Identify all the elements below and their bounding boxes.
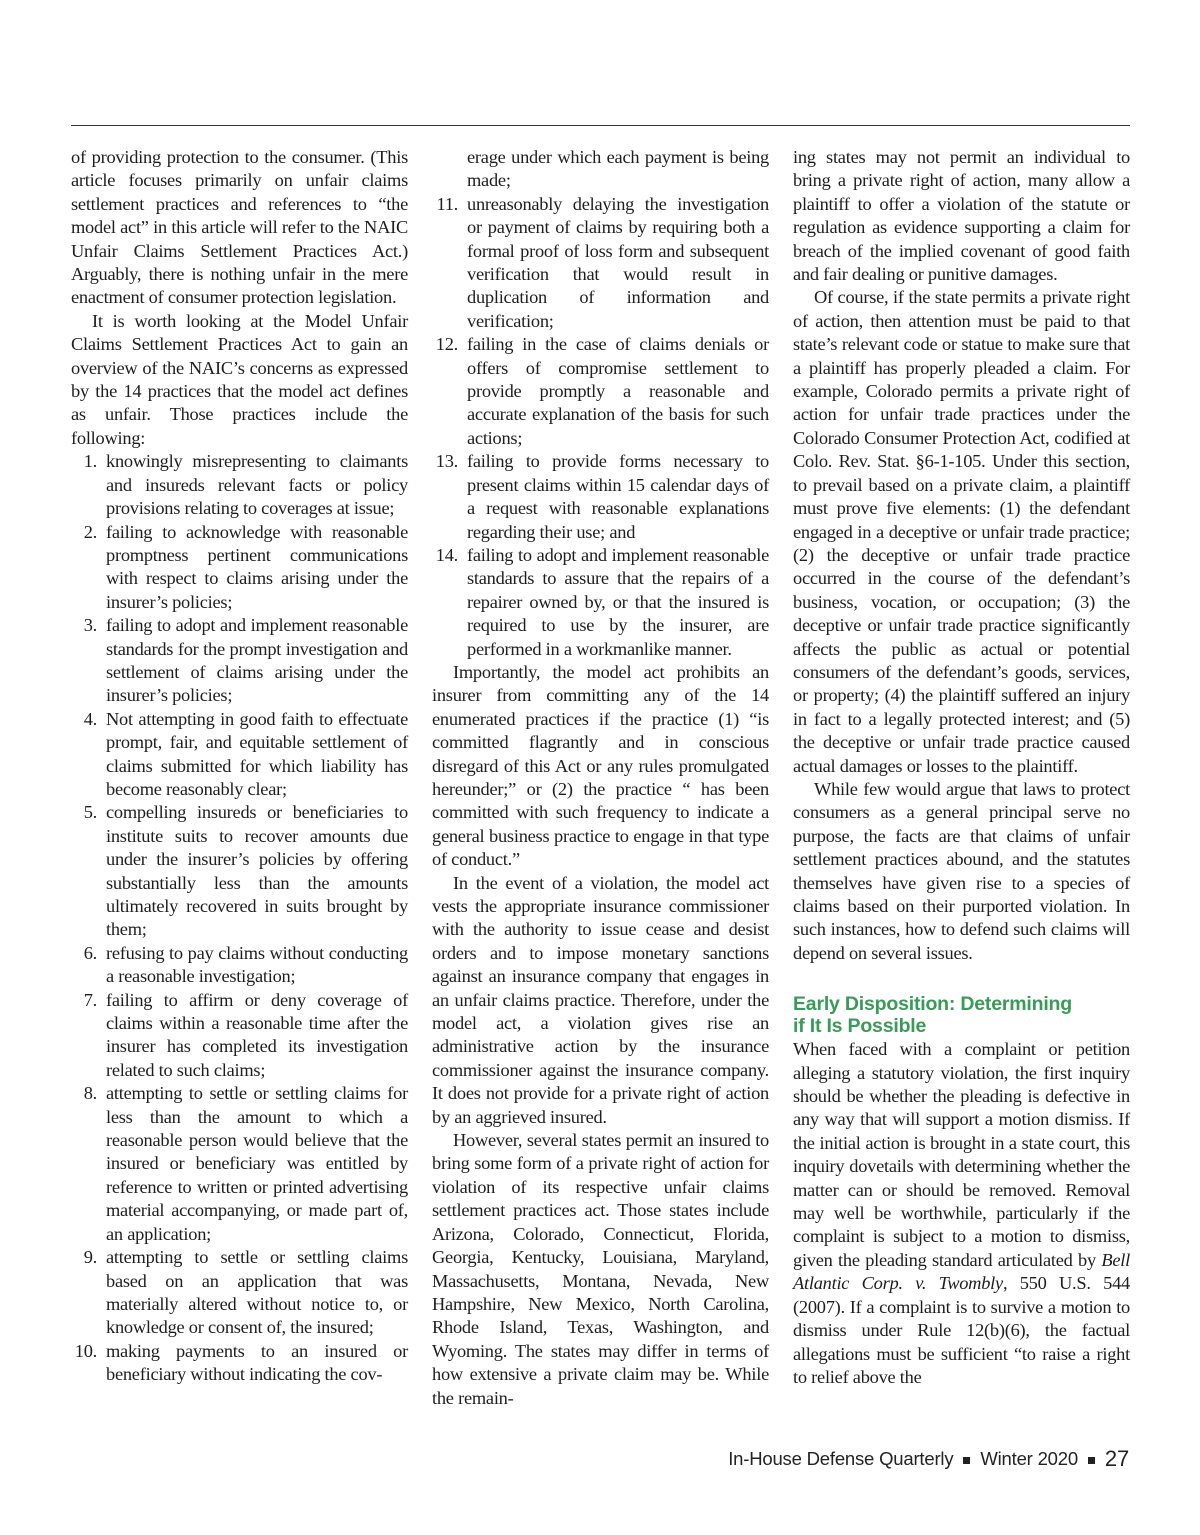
page-footer xyxy=(728,1446,1129,1472)
list-item-text: failing to affirm or deny coverage of claims within a reasonable time after the insurer has completed its investigation related to such claims; xyxy=(106,989,408,1080)
list-item xyxy=(71,989,408,1083)
section-heading: Early Disposition: Determining if It Is Possible xyxy=(793,993,1072,1038)
paragraph-when-faced-text: When faced with a complaint or petition alleging a statutory violation, the first inquiry should be whether the pleading is defective in any way that will support a motion dismiss. If the initial action is brought in a state court, this inquiry dovetails with determining whether the matter can or should be removed. Removal may well be worthwhile, particularly if the complaint is subject to a motion to dismiss, given the pleading standard articulated by xyxy=(793,1039,1130,1270)
paragraph-when-faced xyxy=(793,1038,1130,1389)
list-item-text: Not attempting in good faith to effectuate prompt, fair, and equitable settlement of claims submitted for which liability has become reasonably clear; xyxy=(106,708,408,799)
case-citation: Bell Atlantic Corp. v. Twombly xyxy=(793,1249,1130,1294)
list-item-number: 14. xyxy=(435,544,458,565)
list-item-text: unreasonably delaying the investigation or payment of claims by requiring both a formal proof of loss form and subsequent verification that would result in duplication of information and verification; xyxy=(467,193,769,331)
list-item-number: 5. xyxy=(83,802,97,823)
list-item-text: erage under which each payment is being made; xyxy=(467,147,769,191)
list-item-continuation xyxy=(432,146,769,193)
list-item-text: making payments to an insured or beneficiary without indicating the cov- xyxy=(106,1340,408,1385)
list-item xyxy=(71,614,408,708)
list-item-number: 6. xyxy=(83,942,97,963)
list-item-text: knowingly misrepresenting to claimants and insureds relevant facts or policy provisions relating to coverages at issue; xyxy=(106,451,408,519)
paragraph-event-of-violation: In the event of a violation, the model act vests the appropriate insurance commissioner with the authority to issue cease and desist orders and to impose monetary sanctions against an insurance company that engages in an unfair claims practice. Therefore, under the model act, a violation gives rise an administrative action by the insurance commissioner against the insurance company. It does not provide for a private right of action by an aggrieved insured. xyxy=(432,872,769,1127)
list-item-text: refusing to pay claims without conducting a reasonable investigation; xyxy=(106,942,408,987)
list-item xyxy=(71,708,408,802)
list-item-text: failing to adopt and implement reasonable standards for the prompt investigation and settlement of claims arising under the insurer’s policies; xyxy=(106,615,408,706)
list-item-text: failing to provide forms necessary to present claims within 15 calendar days of a request with reasonable explanations regarding their use; and xyxy=(467,451,769,542)
list-item xyxy=(71,1340,408,1387)
list-item-text: failing to adopt and implement reasonable standards to assure that the repairs of a repairer owned by, or that the insured is required to use by the insurer, are performed in a workmanlike manner. xyxy=(467,544,769,659)
list-item-number: 3. xyxy=(83,615,97,636)
list-item-number: 12. xyxy=(435,334,458,355)
top-rule xyxy=(71,125,1130,126)
list-item xyxy=(432,450,769,544)
list-item xyxy=(71,942,408,989)
paragraph-intro: of providing protection to the consumer. (This article focuses primarily on unfair claims settlement practices and references to “the model act” in this article will refer to the NAIC Unfair Claims Settlement Practices Act.) Arguably, there is nothing unfair in the mere enactment of consumer protection legislation. xyxy=(71,147,408,308)
list-item xyxy=(71,450,408,520)
issue-label: Winter 2020 xyxy=(980,1448,1078,1469)
paragraph-of-course: Of course, if the state permits a private right of action, then attention must be paid to that state’s relevant code or statue to make sure that a plaintiff has properly pleaded a claim. For example, Colorado permits a private right of action for unfair trade practices under the Colorado Consumer Protection Act, codified at Colo. Rev. Stat. §6-1-105. Under this section, to prevail based on a private claim, a plaintiff must prove five elements: (1) the defendant engaged in a deceptive or unfair trade practice; (2) the deceptive or unfair trade practice occurred in the course of the defendant’s business, vocation, or occupation; (3) the deceptive or unfair trade practice significantly affects the public as actual or potential consumers of the defendant’s goods, services, or property; (4) the plaintiff suffered an injury in fact to a legally protected interest; and (5) the deceptive or unfair trade practice caused actual damages or losses to the plaintiff. xyxy=(793,287,1130,776)
page-number: 27 xyxy=(1104,1446,1129,1471)
separator-square-icon xyxy=(963,1457,970,1464)
paragraph-worth-looking: It is worth looking at the Model Unfair Claims Settlement Practices Act to gain an overview of the NAIC’s concerns as expressed by the 14 practices that the model act defines as unfair. Those practices include the following: xyxy=(71,310,408,448)
list-item xyxy=(432,544,769,661)
list-item-number: 8. xyxy=(83,1083,97,1104)
paragraph-importantly: Importantly, the model act prohibits an insurer from committing any of the 14 enumerated practices if the practice (1) “is committed flagrantly and in conscious disregard of this Act or any rules promulgated hereunder;” or (2) the practice “ has been committed with such frequency to indicate a general business practice to engage in that type of conduct.” xyxy=(432,661,769,870)
list-item xyxy=(71,801,408,941)
list-item xyxy=(432,193,769,333)
list-item-number: 9. xyxy=(83,1247,97,1268)
list-item xyxy=(71,1082,408,1246)
column-2 xyxy=(432,146,769,1410)
list-item-number: 13. xyxy=(435,451,458,472)
separator-square-icon xyxy=(1088,1457,1095,1464)
list-item-text: failing in the case of claims denials or offers of compromise settlement to provide promptly a reasonable and accurate explanation of the basis for such actions; xyxy=(467,334,769,448)
paragraph-continued: ing states may not permit an individual to bring a private right of action, many allow a plaintiff to offer a violation of the statute or regulation as evidence supporting a claim for breach of the implied covenant of good faith and fair dealing or punitive damages. xyxy=(793,147,1130,285)
publication-name: In-House Defense Quarterly xyxy=(728,1448,954,1469)
list-item-number: 10. xyxy=(74,1340,97,1361)
list-item-number: 7. xyxy=(83,989,97,1010)
paragraph-however: However, several states permit an insured to bring some form of a private right of action for violation of its respective unfair claims settlement practices act. Those states include Arizona, Colorado, Connecticut, Florida, Georgia, Kentucky, Louisiana, Maryland, Massachusetts, Montana, Nevada, New Hampshire, New Mexico, North Carolina, Rhode Island, Texas, Washington, and Wyoming. The states may differ in terms of how extensive a private claim may be. While the remain- xyxy=(432,1130,769,1408)
list-item xyxy=(71,1246,408,1340)
practices-list xyxy=(71,450,408,1386)
column-1 xyxy=(71,146,408,1387)
paragraph-when-faced-text-end: , 550 U.S. 544 (2007). If a complaint is to survive a motion to dismiss under Rule 12(b)(6), the factual allegations must be sufficient “to raise a right to relief above the xyxy=(793,1273,1130,1387)
list-item-number: 1. xyxy=(83,451,97,472)
list-item-text: compelling insureds or beneficiaries to institute suits to recover amounts due under the insurer’s policies by offering substantially less than the amounts ultimately recovered in suits brought by them; xyxy=(106,802,408,940)
list-item-number: 4. xyxy=(83,708,97,729)
paragraph-while-few: While few would argue that laws to protect consumers as a general principal serve no purpose, the facts are that claims of unfair settlement practices abound, and the statutes themselves have given rise to a species of claims based on their purported violation. In such instances, how to defend such claims will depend on several issues. xyxy=(793,778,1130,963)
list-item-number: 11. xyxy=(436,193,458,214)
list-item-number: 2. xyxy=(83,521,97,542)
list-item-text: attempting to settle or settling claims based on an application that was materially altered without notice to, or knowledge or consent of, the insured; xyxy=(106,1247,408,1338)
list-item xyxy=(71,521,408,615)
list-item-text: attempting to settle or settling claims for less than the amount to which a reasonable person would believe that the insured or beneficiary was entitled by reference to written or printed advertising material accompanying, or made part of, an application; xyxy=(106,1083,408,1244)
list-item xyxy=(432,333,769,450)
practices-list-continued xyxy=(432,146,769,661)
list-item-text: failing to acknowledge with reasonable promptness pertinent communications with respect to claims arising under the insurer’s policies; xyxy=(106,521,408,612)
column-3 xyxy=(793,146,1130,1389)
